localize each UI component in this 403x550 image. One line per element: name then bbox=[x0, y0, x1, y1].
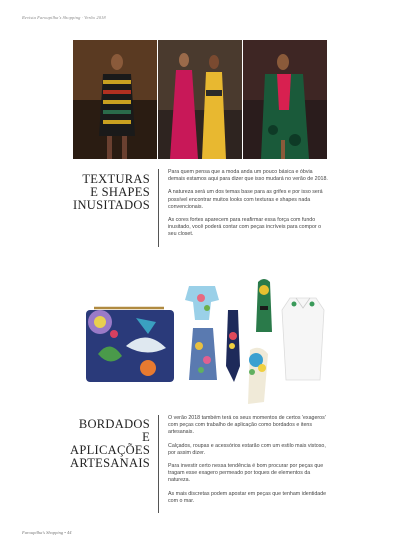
page-footer: Faroupilha's Shopping • 44 bbox=[22, 530, 72, 535]
section2-title-line-2: APLICAÇÕES bbox=[70, 443, 151, 457]
section1-title-line-2: E SHAPES bbox=[90, 185, 150, 199]
section1-title-line-1: TEXTURAS bbox=[82, 172, 150, 186]
section1-title-line-3: INUSITADOS bbox=[73, 198, 150, 212]
blue-blouse-photo bbox=[183, 280, 221, 324]
section1-divider bbox=[158, 169, 159, 247]
section2-title-line-1: BORDADOS E bbox=[78, 417, 150, 444]
section1-paragraph: As cores fortes aparecem para reafirmar essa força com fundo inusitado, você poderá contar com peças incríveis para compor o seu closet. bbox=[168, 217, 322, 238]
section2-divider bbox=[158, 415, 159, 513]
section2-paragraph: Calçados, roupas e acessórios estarão com um estilo mais vistoso, por assim dizer. bbox=[168, 442, 326, 456]
runway-photo-3 bbox=[243, 40, 327, 159]
embellished-mule-photo bbox=[240, 342, 274, 408]
runway-photo-2 bbox=[158, 40, 242, 159]
section2-title bbox=[70, 418, 150, 470]
runway-photo-1 bbox=[73, 40, 157, 159]
section2-paragraph: O verão 2018 também terá os seus momentos de certos 'exageros' com peças com trabalho de aplicação como bordados e itens artesanais. bbox=[168, 415, 326, 436]
section1-body bbox=[168, 169, 328, 245]
white-shirt-photo bbox=[280, 294, 326, 382]
section2-title-line-3: ARTESANAIS bbox=[70, 456, 151, 470]
denim-skirt-photo bbox=[187, 326, 219, 382]
section1-paragraph: A natureza será um dos temas base para as grifes e por isso será possível encontrar muitos looks com texturas e shapes nada convencionais. bbox=[168, 189, 323, 210]
green-sandal-photo bbox=[250, 276, 278, 336]
section2-paragraph: As mais discretas podem apostar em peças que tenham identidade com o mar. bbox=[168, 490, 327, 504]
section1-title bbox=[70, 173, 150, 212]
embroidered-clutch-photo bbox=[76, 298, 182, 384]
section2-body bbox=[168, 415, 328, 511]
section2-paragraph: Para investir certo nessa tendência é bom procurar por peças que tragam esse exagero permeado por toques de elementos da natureza. bbox=[168, 463, 324, 484]
running-header: Revista Faroupilha's Shopping · Verão 2018 bbox=[22, 15, 106, 20]
section1-paragraph: Para quem pensa que a moda anda um pouco básica e óbvia demais estamos aqui para dizer que isso mudará no verão de 2018. bbox=[168, 169, 328, 183]
